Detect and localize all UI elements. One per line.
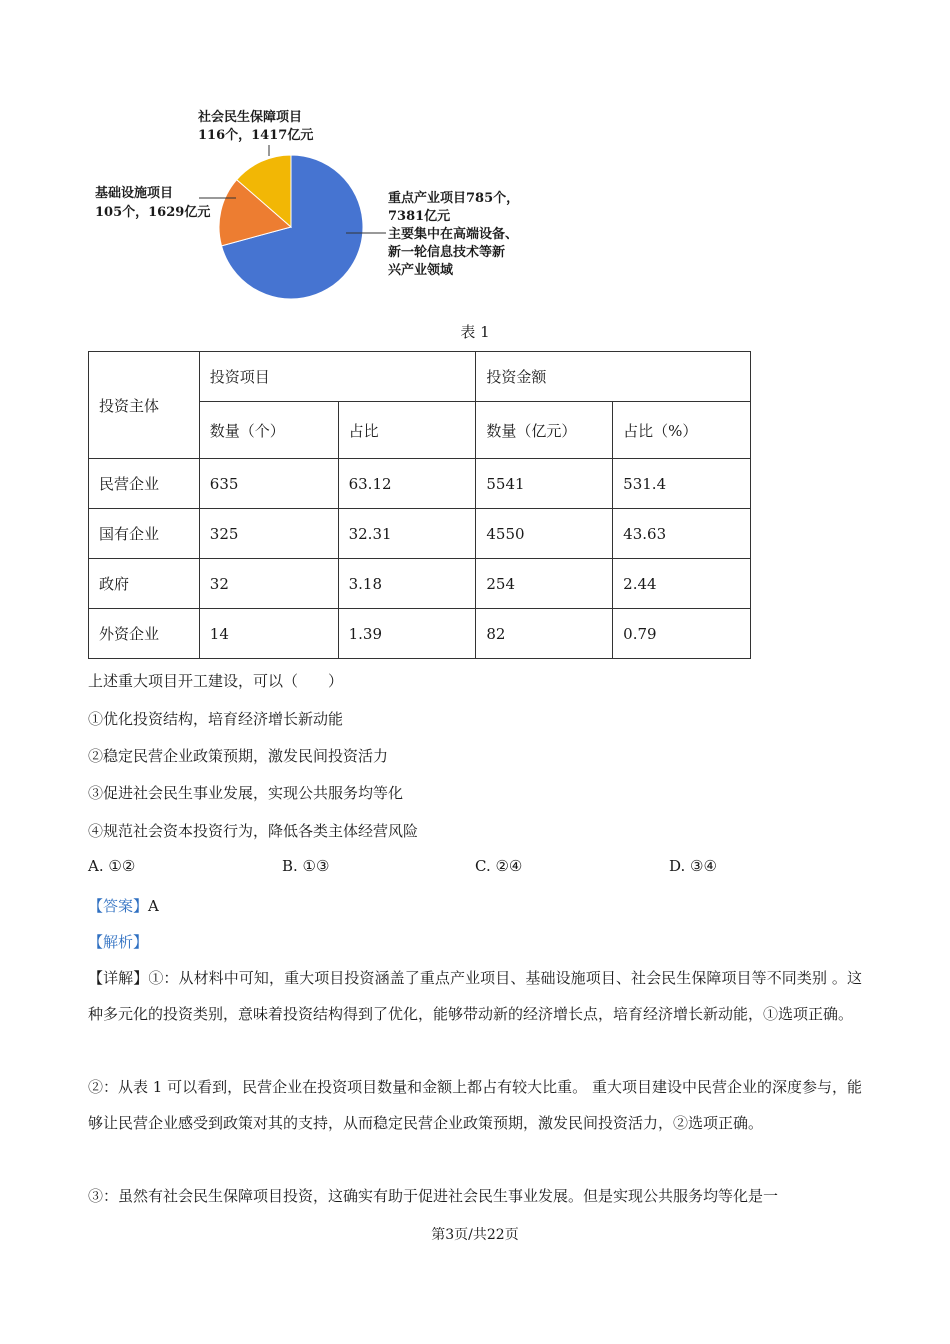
label-social-value: 116个，1417亿元	[198, 128, 314, 143]
cell-ratio: 63.12	[338, 459, 476, 509]
label-infra-value: 105个，1629亿元	[95, 205, 211, 220]
table-row	[89, 459, 751, 509]
cell-count: 325	[199, 509, 338, 559]
cell-ratio: 32.31	[338, 509, 476, 559]
cell-amount: 4550	[476, 509, 613, 559]
subheader-amount-ratio: 占比（%）	[613, 402, 751, 459]
label-industry-line2: 7381亿元	[388, 209, 451, 224]
cell-amount: 5541	[476, 459, 613, 509]
choice-d[interactable]: D. ③④	[669, 857, 717, 875]
cell-ratio: 1.39	[338, 609, 476, 659]
cell-count: 635	[199, 459, 338, 509]
header-subject: 投资主体	[89, 352, 200, 459]
cell-amount: 82	[476, 609, 613, 659]
cell-subject: 民营企业	[89, 459, 200, 509]
question-stem: 上述重大项目开工建设，可以（ ）	[88, 672, 344, 690]
cell-ratio: 3.18	[338, 559, 476, 609]
detail-tag: 【详解】	[88, 969, 149, 987]
cell-subject: 政府	[89, 559, 200, 609]
choice-a[interactable]: A. ①②	[88, 857, 136, 875]
table-row	[89, 609, 751, 659]
investment-table	[88, 351, 751, 659]
cell-amount-ratio: 43.63	[613, 509, 751, 559]
investment-pie-chart	[0, 100, 950, 315]
detail-paragraph-2: ②：从表 1 可以看到，民营企业在投资项目数量和金额上都占有较大比重。 重大项目建设中民营企业的深度参与，能够让民营企业感受到政策对其的支持，从而稳定民营企业政策预期，激发民间投资活力，②选项正确。	[88, 1078, 862, 1132]
statement-1: ①优化投资结构，培育经济增长新动能	[88, 710, 344, 728]
detail-text-1: ①：从材料中可知，重大项目投资涵盖了重点产业项目、基础设施项目、社会民生保障项目等不同类别 。这种多元化的投资类别，意味着投资结构得到了优化，能够带动新的经济增长点，培育经济增长新动能，①选项正确。	[88, 969, 862, 1023]
analysis-tag: 【解析】	[88, 933, 149, 951]
answer-tag: 【答案】	[88, 897, 149, 915]
statement-3: ③促进社会民生事业发展，实现公共服务均等化	[88, 784, 404, 802]
detail-paragraph-3: ③：虽然有社会民生保障项目投资，这确实有助于促进社会民生事业发展。但是实现公共服务均等化是一	[88, 1187, 779, 1205]
header-projects: 投资项目	[199, 352, 476, 402]
subheader-count: 数量（个）	[199, 402, 338, 459]
label-infra-name: 基础设施项目	[95, 186, 174, 201]
label-industry-line1: 重点产业项目785个，	[388, 191, 520, 206]
pie-slices	[219, 155, 363, 299]
table-row	[89, 509, 751, 559]
answer-value: A	[148, 897, 159, 915]
page-footer: 第3页/共22页	[431, 1227, 519, 1243]
header-amount: 投资金额	[476, 352, 751, 402]
subheader-amount: 数量（亿元）	[476, 402, 613, 459]
choice-c[interactable]: C. ②④	[475, 857, 523, 875]
label-industry-line4: 新一轮信息技术等新	[388, 245, 506, 260]
statement-4: ④规范社会资本投资行为，降低各类主体经营风险	[88, 822, 419, 840]
label-industry-line5: 兴产业领域	[388, 263, 454, 278]
cell-subject: 外资企业	[89, 609, 200, 659]
cell-amount-ratio: 2.44	[613, 559, 751, 609]
cell-amount: 254	[476, 559, 613, 609]
analysis-heading	[88, 931, 148, 952]
label-social-name: 社会民生保障项目	[198, 110, 303, 125]
cell-amount-ratio: 531.4	[613, 459, 751, 509]
cell-count: 32	[199, 559, 338, 609]
statement-2: ②稳定民营企业政策预期，激发民间投资活力	[88, 747, 389, 765]
label-industry-line3: 主要集中在高端设备、	[388, 227, 519, 242]
table-caption: 表 1	[460, 323, 490, 341]
cell-subject: 国有企业	[89, 509, 200, 559]
table-row	[89, 559, 751, 609]
cell-amount-ratio: 0.79	[613, 609, 751, 659]
subheader-ratio: 占比	[338, 402, 476, 459]
cell-count: 14	[199, 609, 338, 659]
answer-line	[88, 895, 159, 916]
answer-choices	[88, 857, 788, 879]
detail-paragraph-1	[88, 960, 862, 1032]
choice-b[interactable]: B. ①③	[282, 857, 330, 875]
